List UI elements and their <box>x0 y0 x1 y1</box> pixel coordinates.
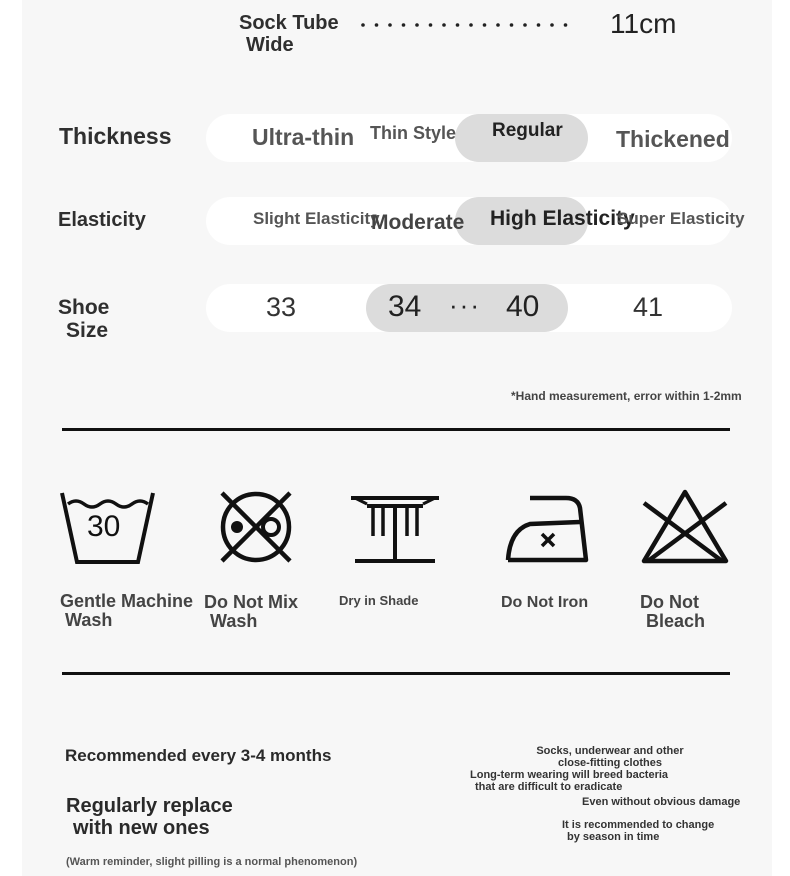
shoe-size-label-line2: Size <box>66 319 109 342</box>
note-bacteria-line1: Long-term wearing will breed bacteria <box>470 769 669 781</box>
thickness-label: Thickness <box>59 123 172 149</box>
care-label-machine-wash <box>60 592 193 630</box>
note-change-by-season-line2: by season in time <box>567 831 660 843</box>
thickness-option-thickened: Thickened <box>616 126 730 152</box>
thickness-option-thin-style: Thin Style <box>370 123 457 143</box>
elasticity-option-high: High Elasticity <box>490 207 635 230</box>
replace-heading-line1: Regularly replace <box>66 795 233 817</box>
recommended-interval: Recommended every 3-4 months <box>65 746 332 765</box>
measurement-note: *Hand measurement, error within 1-2mm <box>511 389 742 403</box>
do-not-iron-icon <box>504 494 590 562</box>
do-not-bleach-icon <box>640 489 730 565</box>
leader-dot <box>469 23 473 27</box>
care-label-machine-wash-line2: Wash <box>65 610 113 630</box>
leader-dot <box>442 23 446 27</box>
note-close-fitting-line2: close-fitting clothes <box>558 757 662 769</box>
care-label-do-not-bleach-line2: Bleach <box>646 611 706 631</box>
shoe-size-range-to: 40 <box>506 290 540 323</box>
care-label-do-not-mix-line1: Do Not Mix <box>204 592 298 612</box>
elasticity-option-slight: Slight Elasticity <box>253 209 380 228</box>
care-label-do-not-bleach <box>640 593 705 631</box>
note-no-damage: Even without obvious damage <box>582 796 741 808</box>
leader-dot <box>429 23 433 27</box>
care-label-do-not-mix <box>204 593 298 631</box>
shoe-size-left: 33 <box>266 292 297 322</box>
divider-top <box>62 428 730 431</box>
sock-tube-label: Sock Tube <box>239 12 339 34</box>
care-label-do-not-bleach-line1: Do Not <box>640 592 699 612</box>
leader-dot <box>388 23 392 27</box>
note-change-by-season-line1: It is recommended to change <box>562 819 715 831</box>
note-close-fitting <box>510 745 710 769</box>
divider-bottom <box>62 672 730 675</box>
care-label-do-not-mix-line2: Wash <box>210 611 258 631</box>
shoe-size-right: 41 <box>633 292 664 322</box>
shoe-size-range-from: 34 <box>388 290 422 323</box>
dry-in-shade-icon <box>349 492 441 564</box>
leader-dot <box>375 23 379 27</box>
warm-reminder: (Warm reminder, slight pilling is a normal phenomenon) <box>66 856 358 868</box>
leader-dot <box>537 23 541 27</box>
care-label-machine-wash-line1: Gentle Machine <box>60 591 194 611</box>
dotted-leader <box>360 22 580 28</box>
elasticity-label: Elasticity <box>58 209 146 231</box>
leader-dot <box>496 23 500 27</box>
do-not-mix-wash-icon <box>218 489 294 565</box>
note-close-fitting-line1: Socks, underwear and other <box>536 745 684 757</box>
leader-dot <box>564 23 568 27</box>
leader-dot <box>361 23 365 27</box>
leader-dot <box>523 23 527 27</box>
machine-wash-temperature: 30 <box>87 510 121 543</box>
leader-dot <box>483 23 487 27</box>
care-label-dry-in-shade: Dry in Shade <box>339 593 419 608</box>
leader-dot <box>402 23 406 27</box>
leader-dot <box>415 23 419 27</box>
replace-heading-line2: with new ones <box>73 817 210 839</box>
note-bacteria <box>470 769 702 793</box>
leader-dot <box>456 23 460 27</box>
shoe-size-label: Shoe <box>58 296 110 319</box>
care-label-do-not-iron: Do Not Iron <box>501 594 589 611</box>
sock-tube-label-line2: Wide <box>246 34 294 56</box>
elasticity-option-super: Super Elasticity <box>617 209 745 228</box>
leader-dot <box>550 23 554 27</box>
leader-dot <box>510 23 514 27</box>
thickness-option-regular: Regular <box>492 120 563 141</box>
thickness-option-ultra-thin: Ultra-thin <box>252 124 355 150</box>
note-change-by-season <box>562 819 714 843</box>
elasticity-option-moderate: Moderate <box>371 211 465 234</box>
sock-tube-value: 11cm <box>610 8 677 39</box>
shoe-size-range-dots: ··· <box>449 290 481 320</box>
note-bacteria-line2: that are difficult to eradicate <box>475 781 623 793</box>
